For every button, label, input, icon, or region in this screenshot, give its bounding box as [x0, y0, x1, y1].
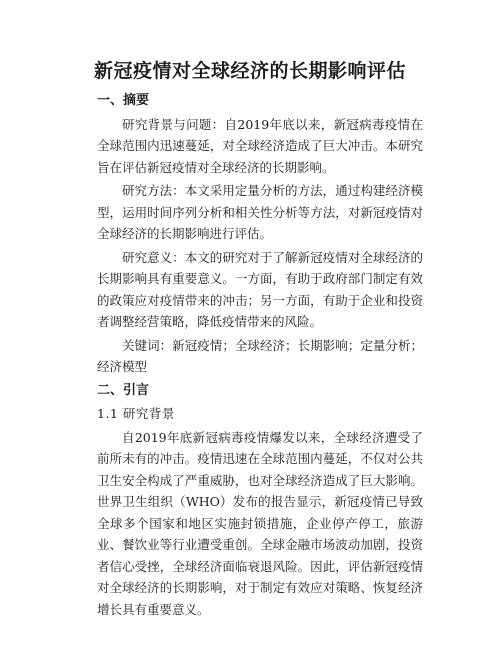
intro-background-paragraph: 自2019年底新冠病毒疫情爆发以来，全球经济遭受了前所未有的冲击。疫情迅速在全球范围内蔓延，不仅对公共卫生安全构成了严重威胁，也对全球经济造成了巨大影响。世界卫生组织（WHO）发布的报告显示，新冠疫情已导致全球多个国家和地区实施封锁措施，企业停产停工，旅游业、餐饮业等行业遭受重创。全球金融市场波动加剧，投资者信心受挫，全球经济面临衰退风险。因此，评估新冠疫情对全球经济的长期影响，对于制定有效应对策略、恢复经济增长具有重要意义。: [97, 429, 423, 617]
abstract-method-paragraph: 研究方法：本文采用定量分析的方法，通过构建经济模型，运用时间序列分析和相关性分析等方法，对新冠疫情对全球经济的长期影响进行评估。: [97, 183, 423, 241]
abstract-background-paragraph: 研究背景与问题：自2019年底以来，新冠病毒疫情在全球范围内迅速蔓延，对全球经济造成了巨大冲击。本研究旨在评估新冠疫情对全球经济的长期影响。: [97, 116, 423, 175]
keywords-line: 关键词：新冠疫情；全球经济；长期影响；定量分析；经济模型: [97, 337, 423, 374]
paper-title: 新冠疫情对全球经济的长期影响评估: [93, 60, 406, 82]
abstract-significance-paragraph: 研究意义：本文的研究对于了解新冠疫情对全球经济的长期影响具有重要意义。一方面，有助于政府部门制定有效的政策应对疫情带来的冲击；另一方面，有助于企业和投资者调整经营策略，降低疫情带来的风险。: [97, 249, 423, 329]
paper-body: [97, 88, 423, 622]
section-heading-abstract: 一、摘要: [97, 93, 150, 108]
subsection-heading-background: 1.1 研究背景: [97, 406, 175, 421]
section-heading-intro: 二、引言: [97, 382, 150, 398]
